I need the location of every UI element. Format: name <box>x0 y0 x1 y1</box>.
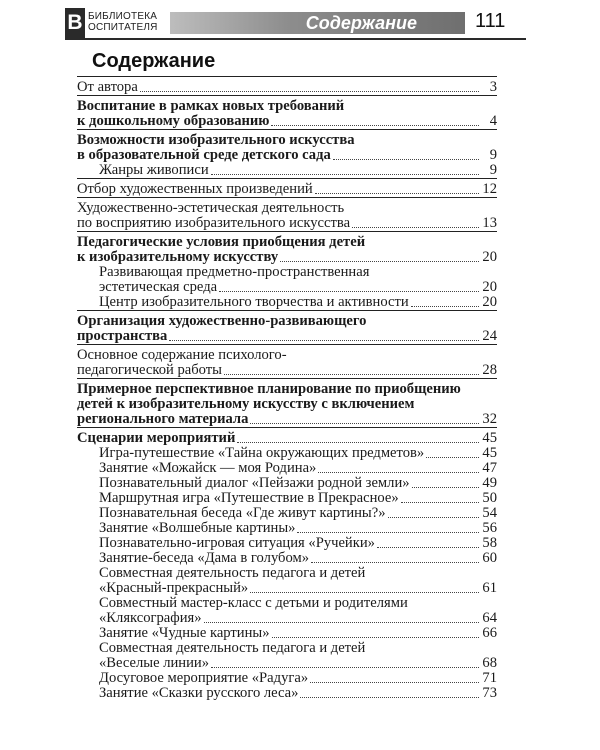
toc-entry-title: педагогической работы <box>77 362 222 378</box>
logo-line-2: ОСПИТАТЕЛЯ <box>88 22 158 33</box>
page-number: 111 <box>475 10 506 32</box>
logo-line-1: БИБЛИОТЕКА <box>88 11 158 22</box>
toc-entry-title: регионального материала <box>77 411 249 427</box>
toc-page-number: 60 <box>482 550 497 566</box>
toc-entry[interactable] <box>99 686 497 701</box>
toc-entry[interactable] <box>99 626 497 641</box>
toc-entry[interactable] <box>77 178 497 197</box>
dot-leader <box>272 637 480 638</box>
dot-leader <box>250 592 479 593</box>
toc-entry[interactable] <box>77 76 497 95</box>
toc-entry[interactable] <box>99 551 497 566</box>
toc-entry-title: «Красный-прекрасный» <box>99 580 249 596</box>
toc-entry-title: Отбор художественных произведений <box>77 181 313 197</box>
dot-leader <box>169 340 479 341</box>
toc-entry-title: к дошкольному образованию <box>77 113 270 129</box>
toc-entry[interactable] <box>99 461 497 476</box>
toc-page-number: 47 <box>482 460 497 476</box>
dot-leader <box>250 423 479 424</box>
toc-page-number: 71 <box>482 670 497 686</box>
dot-leader <box>204 622 479 623</box>
dot-leader <box>297 532 479 533</box>
toc-entry[interactable] <box>99 671 497 686</box>
toc-entry[interactable] <box>77 378 497 427</box>
toc-entry-title: Жанры живописи <box>99 162 209 178</box>
toc-entry[interactable] <box>99 596 497 626</box>
toc-entry[interactable] <box>99 506 497 521</box>
toc-page-number: 9 <box>489 162 497 178</box>
toc-entry-line: детей к изобразительному искусству с включением <box>77 396 415 412</box>
toc-entry-title: Центр изобразительного творчества и активности <box>99 294 409 310</box>
dot-leader <box>211 667 479 668</box>
toc-page-number: 49 <box>482 475 497 491</box>
toc-page-number: 56 <box>482 520 497 536</box>
dot-leader <box>219 291 479 292</box>
toc-page-number: 68 <box>482 655 497 671</box>
dot-leader <box>224 374 479 375</box>
toc-entry[interactable] <box>77 310 497 344</box>
toc-entry-line: Художественно-эстетическая деятельность <box>77 200 345 216</box>
dot-leader <box>333 159 479 160</box>
table-of-contents <box>77 76 497 701</box>
toc-entry-title: Занятие «Можайск — моя Родина» <box>99 460 317 476</box>
toc-entry[interactable] <box>77 344 497 378</box>
dot-leader <box>352 227 479 228</box>
dot-leader <box>237 442 479 443</box>
toc-entry[interactable] <box>77 231 497 265</box>
toc-entry-line: Воспитание в рамках новых требований <box>77 98 345 114</box>
toc-entry-line: Основное содержание психолого- <box>77 347 287 363</box>
running-header <box>65 8 525 40</box>
toc-page-number: 13 <box>482 215 497 231</box>
toc-page-number: 64 <box>482 610 497 626</box>
toc-page-number: 45 <box>482 445 497 461</box>
toc-entry[interactable] <box>99 566 497 596</box>
dot-leader <box>211 174 479 175</box>
dot-leader <box>377 547 479 548</box>
toc-entry-title: От автора <box>77 79 138 95</box>
toc-page-number: 20 <box>482 249 497 265</box>
toc-page-number: 58 <box>482 535 497 551</box>
toc-entry[interactable] <box>99 641 497 671</box>
toc-page-number: 12 <box>482 181 497 197</box>
toc-page-number: 9 <box>489 147 497 163</box>
toc-entry[interactable] <box>77 95 497 129</box>
dot-leader <box>318 472 479 473</box>
toc-entry-line: Совместная деятельность педагога и детей <box>99 640 366 656</box>
toc-page-number: 3 <box>489 79 497 95</box>
toc-entry[interactable] <box>99 265 497 295</box>
toc-entry[interactable] <box>77 197 497 231</box>
toc-entry-line: Примерное перспективное планирование по приобщению <box>77 381 461 397</box>
toc-entry-title: «Веселые линии» <box>99 655 210 671</box>
dot-leader <box>388 517 479 518</box>
dot-leader <box>311 562 479 563</box>
dot-leader <box>280 261 479 262</box>
toc-entry[interactable] <box>99 295 497 310</box>
toc-entry-line: Развивающая предметно-пространственная <box>99 264 370 280</box>
toc-page-number: 45 <box>482 430 497 446</box>
dot-leader <box>411 306 479 307</box>
toc-page-number: 66 <box>482 625 497 641</box>
toc-entry-title: Занятие «Волшебные картины» <box>99 520 296 536</box>
toc-page-number: 24 <box>482 328 497 344</box>
dot-leader <box>401 502 479 503</box>
library-logo-text <box>88 11 166 33</box>
toc-entry-title: по восприятию изобразительного искусства <box>77 215 351 231</box>
toc-page-number: 73 <box>482 685 497 701</box>
toc-entry-title: Досуговое мероприятие «Радуга» <box>99 670 309 686</box>
toc-entry-title: Игра-путешествие «Тайна окружающих предметов» <box>99 445 425 461</box>
library-logo: В <box>65 8 85 38</box>
toc-entry-title: Занятие «Сказки русского леса» <box>99 685 299 701</box>
toc-entry[interactable] <box>99 446 497 461</box>
dot-leader <box>300 697 479 698</box>
toc-entry-title: Маршрутная игра «Путешествие в Прекрасное» <box>99 490 399 506</box>
section-title: Содержание <box>305 13 417 33</box>
dot-leader <box>140 91 479 92</box>
toc-entry[interactable] <box>99 491 497 506</box>
toc-page-number: 4 <box>489 113 497 129</box>
toc-entry-line: Совместный мастер-класс с детьми и родителями <box>99 595 408 611</box>
toc-page-number: 20 <box>482 294 497 310</box>
toc-entry-title: «Кляксография» <box>99 610 202 626</box>
toc-entry[interactable] <box>77 129 497 163</box>
toc-entry[interactable] <box>99 476 497 491</box>
toc-page-number: 50 <box>482 490 497 506</box>
toc-entry-title: Сценарии мероприятий <box>77 430 236 446</box>
toc-page-number: 28 <box>482 362 497 378</box>
dot-leader <box>412 487 479 488</box>
header-rule <box>65 38 526 40</box>
toc-entry-title: к изобразительному искусству <box>77 249 279 265</box>
toc-entry-line: Возможности изобразительного искусства <box>77 132 355 148</box>
dot-leader <box>271 125 479 126</box>
toc-entry-title: эстетическая среда <box>99 279 218 295</box>
toc-entry-title: Занятие-беседа «Дама в голубом» <box>99 550 310 566</box>
toc-entry-title: Познавательный диалог «Пейзажи родной земли» <box>99 475 410 491</box>
page-title: Содержание <box>92 50 216 72</box>
toc-page-number: 61 <box>482 580 497 596</box>
toc-entry[interactable] <box>99 521 497 536</box>
toc-entry-line: Совместная деятельность педагога и детей <box>99 565 366 581</box>
toc-entry-title: Познавательно-игровая ситуация «Ручейки» <box>99 535 375 551</box>
toc-page-number: 20 <box>482 279 497 295</box>
toc-entry-line: Педагогические условия приобщения детей <box>77 234 366 250</box>
toc-page-number: 54 <box>482 505 497 521</box>
toc-entry[interactable] <box>77 427 497 446</box>
dot-leader <box>310 682 479 683</box>
toc-entry-line: Организация художественно-развивающего <box>77 313 367 329</box>
toc-entry[interactable] <box>99 163 497 178</box>
header-band <box>170 12 465 34</box>
dot-leader <box>315 193 479 194</box>
toc-entry-title: Занятие «Чудные картины» <box>99 625 270 641</box>
toc-entry-title: пространства <box>77 328 168 344</box>
toc-entry[interactable] <box>99 536 497 551</box>
toc-entry-title: Познавательная беседа «Где живут картины?» <box>99 505 386 521</box>
toc-entry-title: в образовательной среде детского сада <box>77 147 331 163</box>
dot-leader <box>426 457 479 458</box>
toc-page-number: 32 <box>482 411 497 427</box>
